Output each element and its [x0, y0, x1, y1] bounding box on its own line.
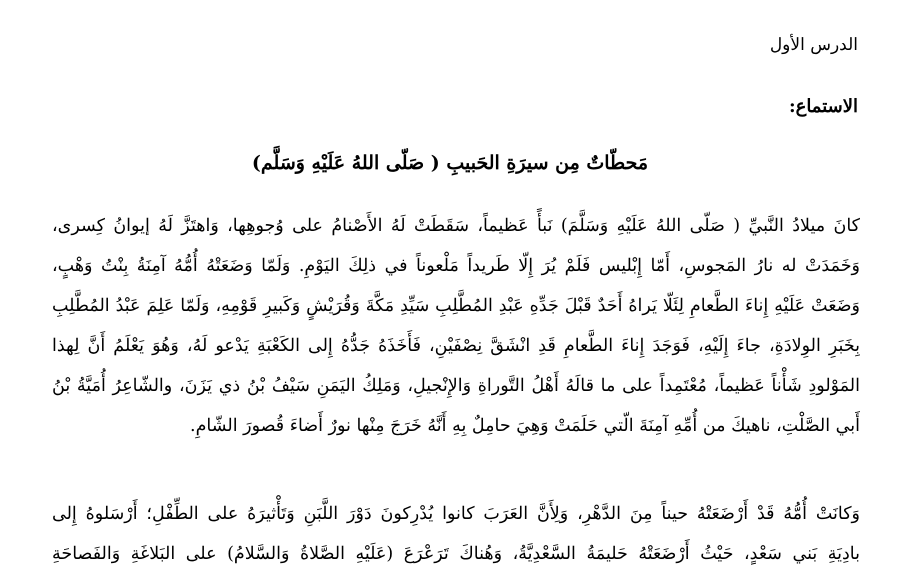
lesson-title: الدرس الأول [769, 35, 858, 55]
paragraph-2 [52, 494, 860, 574]
section-heading: الاستماع: [788, 96, 858, 117]
paragraph-line: بِخَبَرِ الوِلادَةِ، جاءَ إِلَيْهِ، فَوَجَدَ إِناءَ الطَّعامِ قَدِ انْشَقَّ نِصْفَيْنِ، فَأَخَذَهُ جَدُّهُ إِلى الكَعْبَةِ يَدْعو لَهُ، وَهُوَ يَعْلَمُ أَنَّ لِهذا [52, 336, 860, 356]
paragraph-line: وَكانَتْ أُمُّهُ قَدْ أَرْضَعَتْهُ حيناً مِنَ الدَّهْرِ، وَلِأَنَّ العَرَبَ كانوا يُدْرِكونَ دَوْرَ اللَّبَنِ وَتَأْثيرَهُ على الطِّفْلِ؛ أَرْسَلوهُ إِلى [52, 504, 860, 524]
paragraph-line: وَضَعَتْ عَلَيْهِ إِناءَ الطَّعامِ لِئَلّا يَراهُ أَحَدٌ قَبْلَ جَدِّهِ عَبْدِ المُطَّلِبِ سَيِّدِ مَكَّةَ وَقُرَيْشٍ وَكَبيرِ قَوْمِهِ، وَلَمّا عَلِمَ عَبْدُ المُطَّلِبِ [52, 296, 860, 316]
paragraph-line: كانَ ميلادُ النَّبيِّ ( صَلّى اللهُ عَلَيْهِ وَسَلَّمَ) نَبأً عَظيماً، سَقَطَتْ لَهُ الأَصْنامُ على وُجوهِها، وَاهتَزَّ لَهُ إيوانُ كِسرى، [52, 216, 860, 236]
paragraph-1 [52, 206, 860, 446]
paragraph-line: بادِيَةِ بَني سَعْدٍ، حَيْثُ أَرْضَعَتْهُ حَليمَةُ السَّعْدِيَّةُ، وَهُناكَ تَرَعْرَعَ (عَلَيْهِ الصَّلاةُ وَالسَّلامُ) على البَلاغَةِ وَالفَصاحَةِ [52, 544, 860, 564]
text-title: مَحطّاتٌ مِن سيرَةِ الحَبيبِ ( صَلّى اللهُ عَلَيْهِ وَسَلَّم) [251, 152, 649, 174]
paragraph-line: المَوْلودِ شَأْناً عَظيماً، مُعْتَمِداً على ما قالَهُ أَهْلُ التَّوراةِ وَالإِنْجيلِ، وَمَلِكُ اليَمَنِ سَيْفُ بْنُ ذي يَزَنَ، والشّاعِرُ أُمَيَّةُ بْنُ [52, 376, 860, 396]
paragraph-line: أَبي الصَّلْتِ، ناهيكَ من أُمِّهِ آمِنَةَ الّتي حَلَمَتْ وَهِيَ حامِلٌ بِهِ أَنَّهُ خَرَجَ مِنْها نورٌ أَضاءَ قُصورَ الشّامِ. [190, 416, 860, 436]
paragraph-line: وَخَمَدَتْ له نارُ المَجوسِ، أَمّا إِبْليس فَلَمْ يُرَ إِلّا طَريداً مَلْعوناً في ذلِكَ اليَوْمِ. وَلَمّا وَضَعَتْهُ أُمُّهُ آمِنَةُ بِنْتُ وَهْبٍ، [52, 256, 860, 276]
